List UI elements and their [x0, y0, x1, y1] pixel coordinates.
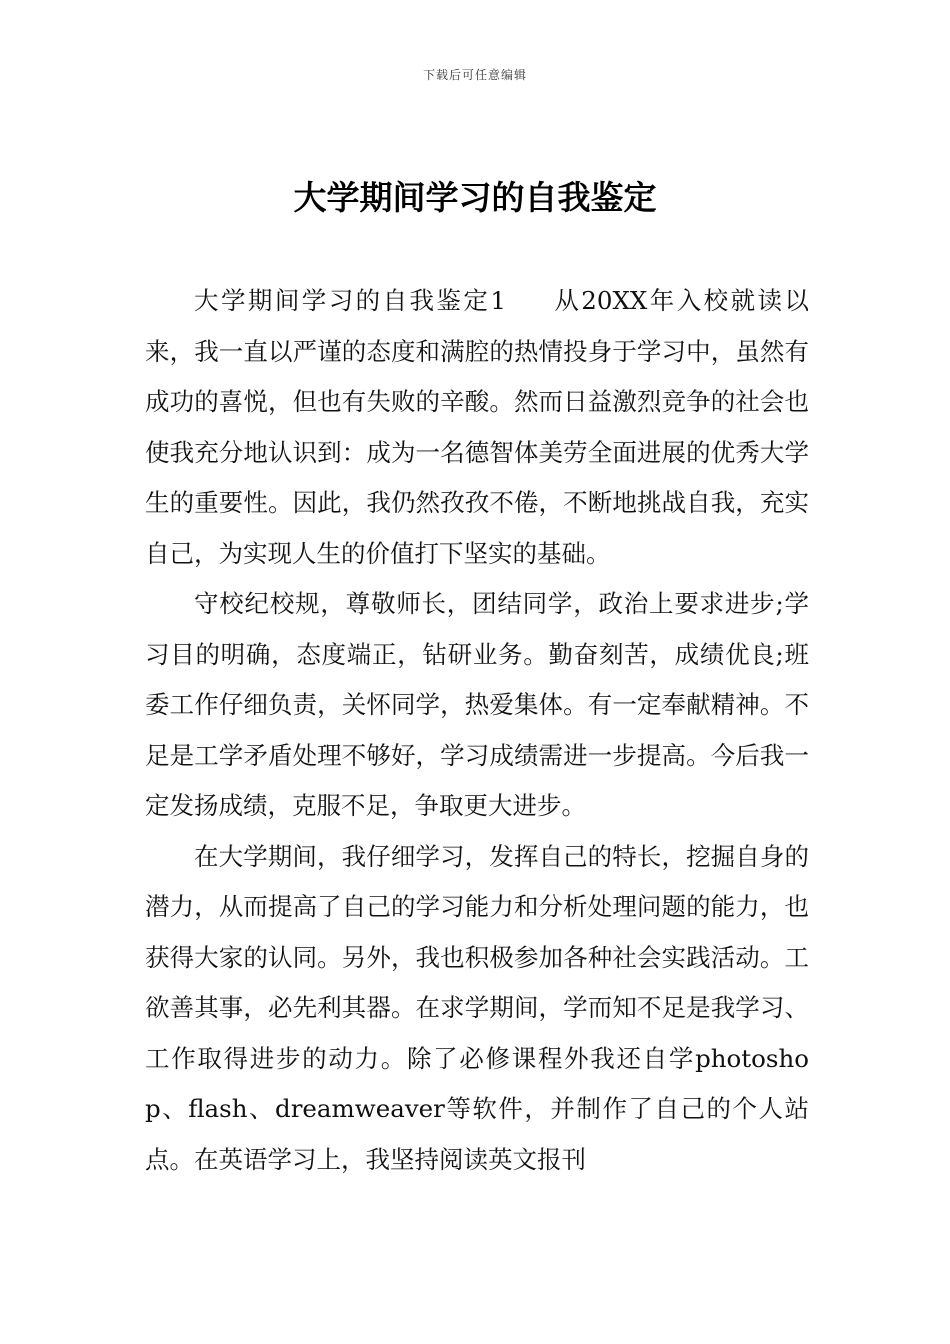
- paragraph-1-lead: 大学期间学习的自我鉴定1: [194, 286, 506, 315]
- paragraph-2-text: 守校纪校规，尊敬师长，团结同学，政治上要求进步;学习目的明确，态度端正，钻研业务。勤奋刻苦，成绩优良;班委工作仔细负责，关怀同学，热爱集体。有一定奉献精神。不足是工学矛盾处理不够好，学习成绩需进一步提高。今后我一定发扬成绩，克服不足，争取更大进步。: [145, 589, 809, 820]
- paragraph-3-text: 在大学期间，我仔细学习，发挥自己的特长，挖掘自身的潜力，从而提高了自己的学习能力和分析处理问题的能力，也获得大家的认同。另外，我也积极参加各种社会实践活动。工欲善其事，必先利其器。在求学期间，学而知不足是我学习、工作取得进步的动力。除了必修课程外我还自学photoshop、flash、dreamweaver等软件，并制作了自己的个人站点。在英语学习上，我坚持阅读英文报刊: [145, 841, 809, 1174]
- paragraph-1: [145, 276, 809, 579]
- document-body: [145, 276, 809, 1185]
- header-note: 下载后可任意编辑: [422, 68, 527, 82]
- paragraph-3: [145, 832, 809, 1186]
- document-title: 大学期间学习的自我鉴定: [293, 178, 657, 217]
- paragraph-1-text: 从20XX年入校就读以来，我一直以严谨的态度和满腔的热情投身于学习中，虽然有成功的喜悦，但也有失败的辛酸。然而日益激烈竞争的社会也使我充分地认识到：成为一名德智体美劳全面进展的优秀大学生的重要性。因此，我仍然孜孜不倦，不断地挑战自我，充实自己，为实现人生的价值打下坚实的基础。: [145, 286, 809, 568]
- paragraph-2: [145, 579, 809, 832]
